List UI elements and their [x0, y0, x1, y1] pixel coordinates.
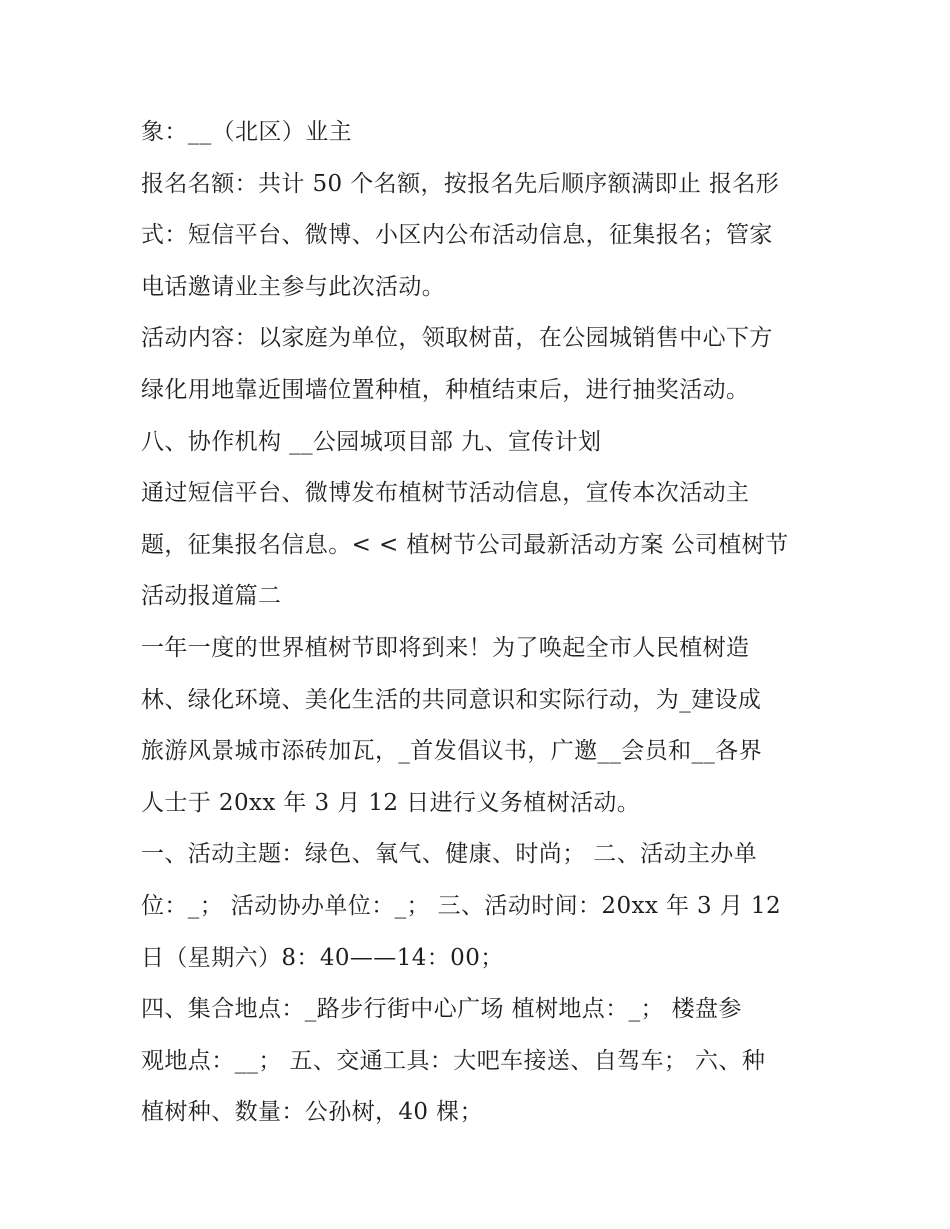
text-line: 四、集合地点：_路步行街中心广场 植树地点：_； 楼盘参	[141, 996, 742, 1023]
text-line: 象：__（北区）业主	[141, 119, 352, 145]
text-line: 位：_； 活动协办单位：_； 三、活动时间：20xx 年 3 月 12	[141, 892, 781, 919]
text-line: 林、绿化环境、美化生活的共同意识和实际行动，为_建设成	[141, 686, 762, 713]
text-line: 通过短信平台、微博发布植树节活动信息，宣传本次活动主	[141, 480, 750, 507]
text-line: 电话邀请业主参与此次活动。	[141, 273, 446, 300]
text-line: 活动内容：以家庭为单位，领取树苗，在公园城销售中心下方	[141, 325, 773, 352]
text-line: 旅游风景城市添砖加瓦，_首发倡议书，广邀__会员和__各界	[141, 738, 763, 765]
text-line: 绿化用地靠近围墙位置种植，种植结束后，进行抽奖活动。	[141, 376, 750, 403]
text-line: 一、活动主题：绿色、氧气、健康、时尚； 二、活动主办单	[141, 841, 758, 868]
text-line: 八、协作机构 __公园城项目部 九、宣传计划	[141, 428, 602, 455]
text-line: 植树种、数量：公孙树，40 棵；	[141, 1099, 483, 1126]
text-line: 活动报道篇二	[141, 583, 282, 610]
document-body	[141, 107, 831, 1139]
text-line: 式：短信平台、微博、小区内公布活动信息，征集报名；管家	[141, 222, 773, 249]
text-line: 日（星期六）8：40——14：00；	[141, 944, 504, 971]
text-line: 报名名额：共计 50 个名额，按报名先后顺序额满即止 报名形	[141, 170, 780, 197]
text-line: 题，征集报名信息。< < 植树节公司最新活动方案 公司植树节	[141, 531, 789, 558]
text-line: 观地点：__； 五、交通工具：大吧车接送、自驾车； 六、种	[141, 1047, 766, 1074]
text-line: 人士于 20xx 年 3 月 12 日进行义务植树活动。	[141, 789, 641, 816]
text-line: 一年一度的世界植树节即将到来！为了唤起全市人民植树造	[141, 634, 750, 661]
